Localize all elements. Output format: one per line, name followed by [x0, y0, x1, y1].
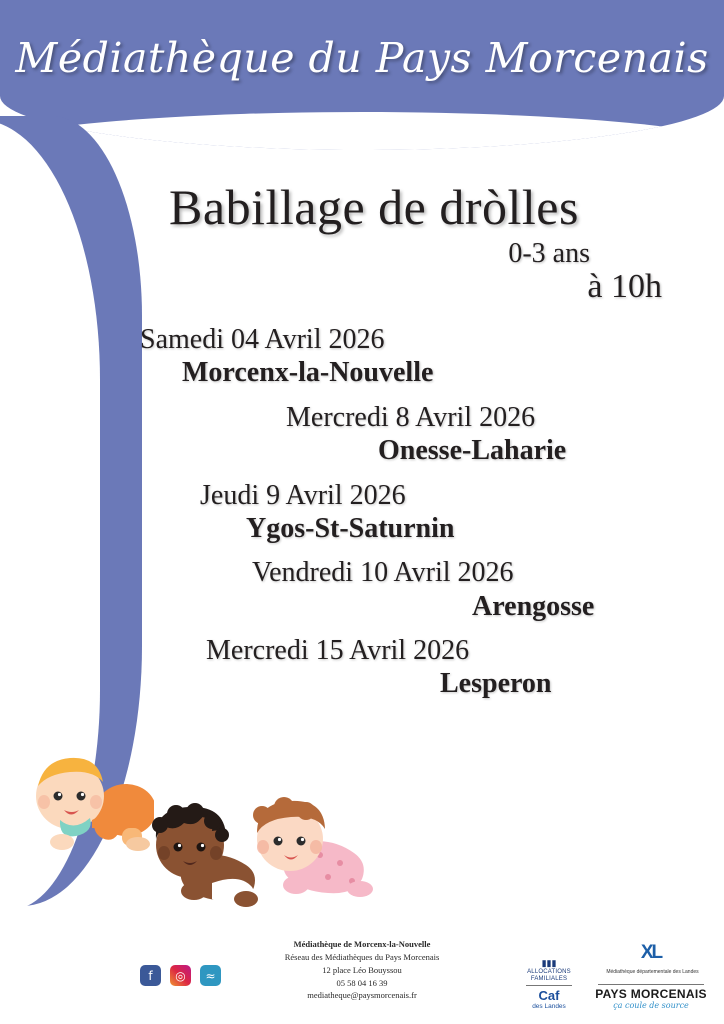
caf-top-text: ALLOCATIONS FAMILIALES [527, 968, 571, 982]
caf-logo [520, 959, 578, 1010]
session-place: Ygos-St-Saturnin [246, 512, 455, 544]
session-place: Onesse-Laharie [378, 434, 567, 466]
footer [0, 924, 724, 1024]
marianne-icon: ▮▮▮ [541, 958, 557, 969]
session-list [0, 324, 724, 701]
contact-phone: 05 58 04 16 39 [336, 977, 388, 988]
instagram-icon[interactable]: ◎ [170, 965, 191, 986]
event-title: Babillage de dròlles [169, 179, 579, 235]
xl-icon: XL [640, 942, 662, 963]
list-item [0, 480, 724, 546]
session-place: Arengosse [472, 590, 595, 622]
contact-address: 12 place Léo Bouyssou [322, 964, 402, 975]
list-item [0, 557, 724, 623]
babies-illustration [0, 698, 724, 928]
page-title: Médiathèque du Pays Morcenais [15, 34, 709, 82]
website-icon[interactable]: ≈ [200, 965, 221, 986]
pays-morcenais-name: PAYS MORCENAIS [595, 987, 707, 1001]
partner-logos [520, 942, 710, 1010]
session-date: Vendredi 10 Avril 2026 [252, 557, 514, 589]
list-item [0, 324, 724, 390]
session-date: Samedi 04 Avril 2026 [140, 324, 385, 355]
main-content [0, 178, 724, 713]
baby-orange-icon [26, 750, 154, 860]
session-place: Morcenx-la-Nouvelle [182, 357, 434, 389]
event-age-range: 0-3 ans [508, 238, 590, 269]
contact-email: mediatheque@paysmorcenais.fr [307, 990, 417, 1001]
divider [526, 985, 572, 986]
contact-line-2: Réseau des Médiathèques du Pays Morcenais [284, 952, 440, 962]
list-item [0, 402, 724, 468]
baby-pink-icon [248, 793, 378, 910]
session-date: Jeudi 9 Avril 2026 [200, 479, 406, 511]
list-item [0, 635, 724, 701]
caf-subtitle: des Landes [532, 1003, 566, 1010]
session-date: Mercredi 8 Avril 2026 [286, 401, 536, 433]
session-date: Mercredi 15 Avril 2026 [206, 635, 470, 667]
pays-morcenais-slogan: ça coule de source [613, 1001, 689, 1010]
caf-name: Caf [538, 988, 560, 1003]
contact-line-1: Médiathèque de Morcenx-la-Nouvelle [293, 939, 431, 950]
session-place: Lesperon [440, 668, 552, 700]
pays-morcenais-logo [592, 942, 710, 1010]
event-time: à 10h [587, 268, 662, 305]
divider [598, 984, 704, 985]
xl-subtitle: Médiathèque départementale des Landes [606, 968, 699, 975]
facebook-icon[interactable]: f [140, 965, 161, 986]
